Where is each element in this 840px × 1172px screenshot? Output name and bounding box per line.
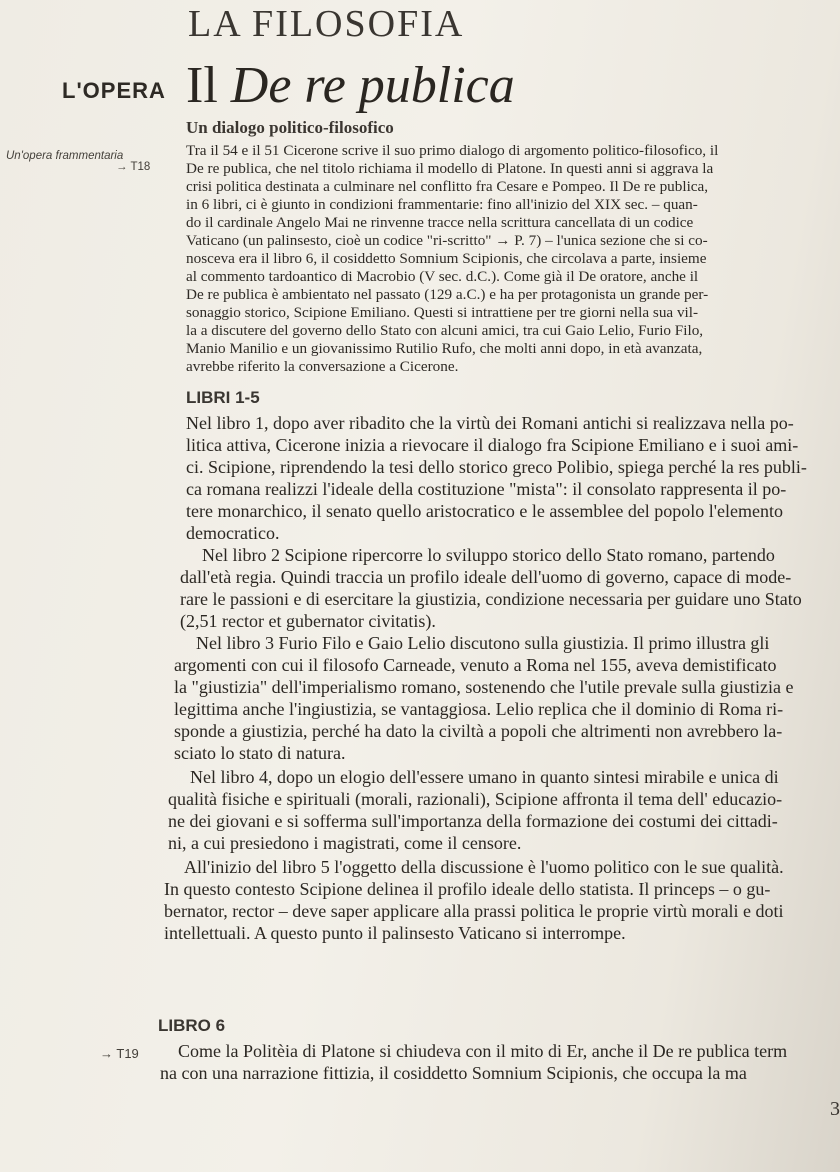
text-line: Nel libro 1, dopo aver ribadito che la virtù dei Romani antichi si realizzava nella po-: [186, 413, 794, 433]
text-line: ca romana realizzi l'ideale della costituzione "mista": il consolato rappresenta il po-: [186, 479, 787, 499]
text-line: Nel libro 4, dopo un elogio dell'essere umano in quanto sintesi mirabile e unica di: [190, 767, 779, 787]
text-line: do il cardinale Angelo Mai ne rinvenne tracce nella scrittura cancellata di un codice: [186, 214, 694, 231]
text-line: Manio Manilio e un giovanissimo Rutilio Rufo, che molti anni dopo, in età avanzata,: [186, 340, 703, 357]
text-line: Nel libro 2 Scipione ripercorre lo sviluppo storico dello Stato romano, partendo: [202, 545, 775, 565]
text-line: ne dei giovani e si sofferma sull'importanza della formazione dei costumi dei cittadi-: [168, 811, 778, 831]
text-line: Vaticano (un palinsesto, cioè un codice "ri-scritto" → P. 7) – l'unica sezione che si co-: [186, 232, 708, 249]
text-line: bernator, rector – deve saper applicare alla prassi politica le proprie virtù morali e doti: [164, 901, 784, 921]
text-line: la a discutere del governo dello Stato con alcuni amici, tra cui Gaio Lelio, Furio Filo,: [186, 322, 704, 339]
text-line: tere monarchico, il senato quello aristocratico e le assemblee del popolo l'elemento: [186, 501, 784, 521]
opera-label: L'OPERA: [62, 78, 166, 103]
text-line: In questo contesto Scipione delinea il profilo ideale dello statista. Il princeps – o gu-: [164, 879, 771, 899]
text-line: sciato lo stato di natura.: [174, 743, 346, 763]
text-line: rare le passioni e di esercitare la giustizia, condizione necessaria per guidare uno Stato: [180, 589, 802, 609]
text-line: sponde a giustizia, perché ha dato la civiltà a popoli che altrimenti non avrebbero la-: [174, 721, 783, 741]
text-line: la "giustizia" dell'imperialismo romano, sostenendo che l'utile prevale sulla giustizia e: [174, 677, 794, 697]
text-line: intellettuali. A questo punto il palinsesto Vaticano si interrompe.: [164, 923, 626, 943]
text-line: De re publica, che nel titolo richiama il modello di Platone. In questi anni si aggrava la: [186, 160, 714, 177]
text-line: crisi politica destinata a culminare nel conflitto fra Cesare e Pompeo. Il De re publica,: [186, 178, 709, 195]
text-line: ni, a cui presiedono i magistrati, come il censore.: [168, 833, 522, 853]
ref-t19[interactable]: → T19: [100, 1046, 139, 1061]
text-line: argomenti con cui il filosofo Carneade, venuto a Roma nel 155, aveva demistificato: [174, 655, 777, 675]
section-heading-libri-1-5: LIBRI 1-5: [186, 388, 260, 407]
text-line: Come la Politèia di Platone si chiudeva con il mito di Er, anche il De re publica term: [178, 1041, 788, 1061]
text-line: al commento tardoantico di Macrobio (V sec. d.C.). Come già il De oratore, anche il: [186, 268, 699, 285]
text-line: na con una narrazione fittizia, il cosiddetto Somnium Scipionis, che occupa la ma: [160, 1063, 747, 1083]
text-line: democratico.: [186, 523, 280, 543]
ref-t18[interactable]: → T18: [116, 161, 151, 173]
chapter-header: LA FILOSOFIA: [188, 3, 465, 45]
title-italic: De re publica: [230, 57, 515, 114]
text-line: sonaggio storico, Scipione Emiliano. Questi si intrattiene per tre giorni nella sua vil-: [186, 304, 699, 321]
text-line: nosceva era il libro 6, il cosiddetto Somnium Scipionis, che circolava a parte, insieme: [186, 250, 707, 267]
text-line: qualità fisiche e spirituali (morali, razionali), Scipione affronta il tema dell' educazio-: [168, 789, 783, 809]
text-line: legittima anche l'ingiustizia, se vantaggiosa. Lelio replica che il dominio di Roma ri-: [174, 699, 784, 719]
margin-note-frammentaria: Un'opera frammentaria: [6, 150, 124, 162]
title-prefix: Il: [186, 57, 231, 114]
page-title: [186, 56, 515, 115]
text-line: avrebbe riferito la conversazione a Cicerone.: [186, 358, 459, 375]
section-heading-libro-6: LIBRO 6: [158, 1016, 226, 1035]
text-line: ci. Scipione, riprendendo la tesi dello storico greco Polibio, spiega perché la res publi-: [186, 457, 807, 477]
text-line: (2,51 rector et gubernator civitatis).: [180, 611, 436, 631]
text-line: Nel libro 3 Furio Filo e Gaio Lelio discutono sulla giustizia. Il primo illustra gli: [196, 633, 770, 653]
text-line: De re publica è ambientato nel passato (129 a.C.) e ha per protagonista un grande per-: [186, 286, 709, 303]
text-line: dall'età regia. Quindi traccia un profilo ideale dell'uomo di governo, capace di mode-: [180, 567, 792, 587]
text-line: All'inizio del libro 5 l'oggetto della discussione è l'uomo politico con le sue qualità.: [184, 857, 784, 877]
text-line: in 6 libri, ci è giunto in condizioni frammentarie: fino all'inizio del XIX sec. – quan-: [186, 196, 698, 213]
page-number: 3: [830, 1098, 840, 1120]
text-line: Tra il 54 e il 51 Cicerone scrive il suo primo dialogo di argomento politico-filosofico, il: [186, 142, 719, 159]
text-line: litica attiva, Cicerone inizia a rievocare il dialogo fra Scipione Emiliano e i suoi ami-: [186, 435, 799, 455]
page-subtitle: Un dialogo politico-filosofico: [186, 118, 394, 137]
